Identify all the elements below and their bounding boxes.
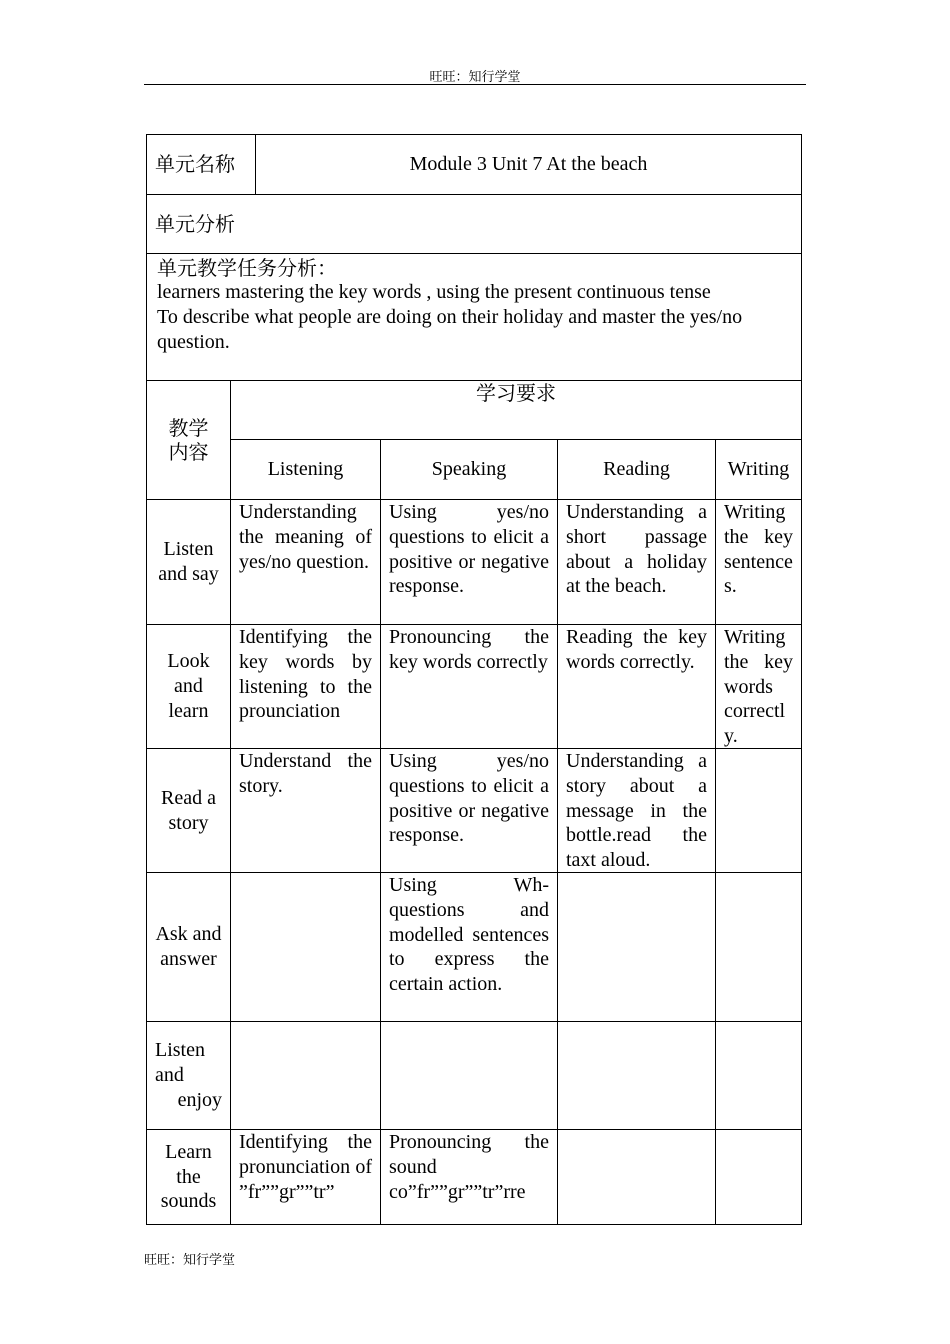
row-name-learn-the-sounds [146,1129,231,1225]
column-header-listening-text: Listening [267,458,344,481]
row-name-look-and-learn [146,624,231,749]
unit-name-value [255,134,802,195]
page-header: 旺旺：知行学堂 [429,70,521,85]
column-header-reading-text: Reading [603,458,670,481]
row-name-text: Listen and enjoy [155,1039,222,1111]
row-name-text: Listen and say [158,538,219,585]
unit-name-value-text: Module 3 Unit 7 At the beach [409,153,648,176]
page-footer: 旺旺：知行学堂 [144,1253,236,1268]
read-a-story-reading: Understanding a story about a message in the bottle.read the taxt aloud. [557,748,716,873]
listen-and-enjoy-writing [715,1021,802,1130]
column-header-writing [715,439,802,500]
row-name-text: Read a story [161,786,216,834]
row-name-listen-and-say [146,499,231,625]
column-header-speaking-text: Speaking [431,458,507,481]
listen-and-enjoy-reading [557,1021,716,1130]
teaching-content-label-line1: 教学 [168,416,209,440]
listen-and-enjoy-listening [230,1021,381,1130]
task-analysis-line-1: learners mastering the key words , using the present continuous tense [157,281,711,303]
look-and-learn-writing: Writing the key words correctly. [715,624,802,749]
teaching-content-label [146,380,231,500]
read-a-story-writing [715,748,802,873]
unit-analysis-row [146,194,802,254]
unit-name-label-text: 单元名称 [155,152,235,177]
listen-and-say-listening: Understanding the meaning of yes/no question. [230,499,381,625]
column-header-speaking [380,439,558,500]
look-and-learn-listening: Identifying the key words by listening to the prounciation [230,624,381,749]
header-divider [144,84,806,85]
listen-and-say-reading: Understanding a short passage about a holiday at the beach. [557,499,716,625]
row-name-text: Learn the sounds [160,1140,217,1213]
listen-and-say-writing: Writing the key sentences. [715,499,802,625]
column-header-writing-text: Writing [727,458,790,481]
read-a-story-speaking: Using yes/no questions to elicit a positive or negative response. [380,748,558,873]
learn-the-sounds-writing [715,1129,802,1225]
row-name-text: Ask and answer [155,923,222,970]
ask-and-answer-speaking: Using Wh-questions and modelled sentences to express the certain action. [380,872,558,1022]
ask-and-answer-reading [557,872,716,1022]
listen-and-say-speaking: Using yes/no questions to elicit a positive or negative response. [380,499,558,625]
task-analysis-line-2: To describe what people are doing on their holiday and master the yes/no question. [157,306,743,353]
learning-requirements-label [230,380,802,440]
row-name-text: Look and learn [167,650,210,722]
look-and-learn-speaking: Pronouncing the key words correctly [380,624,558,749]
look-and-learn-reading: Reading the key words correctly. [557,624,716,749]
unit-analysis-label: 单元分析 [155,211,235,236]
listen-and-enjoy-speaking [380,1021,558,1130]
column-header-reading [557,439,716,500]
row-name-read-a-story [146,748,231,873]
ask-and-answer-listening [230,872,381,1022]
teaching-content-label-line2: 内容 [168,440,209,464]
read-a-story-listening: Understand the story. [230,748,381,873]
row-name-ask-and-answer [146,872,231,1022]
task-analysis-title: 单元教学任务分析： [157,256,337,280]
learn-the-sounds-speaking: Pronouncing the sound co”fr””gr””tr”rre [380,1129,558,1225]
row-name-listen-and-enjoy [146,1021,231,1130]
unit-name-label [146,134,256,195]
ask-and-answer-writing [715,872,802,1022]
learn-the-sounds-listening: Identifying the pronunciation of ”fr””gr””tr” [230,1129,381,1225]
learning-requirements-text: 学习要求 [476,381,556,405]
column-header-listening [230,439,381,500]
learn-the-sounds-reading [557,1129,716,1225]
task-analysis-cell [146,253,802,381]
